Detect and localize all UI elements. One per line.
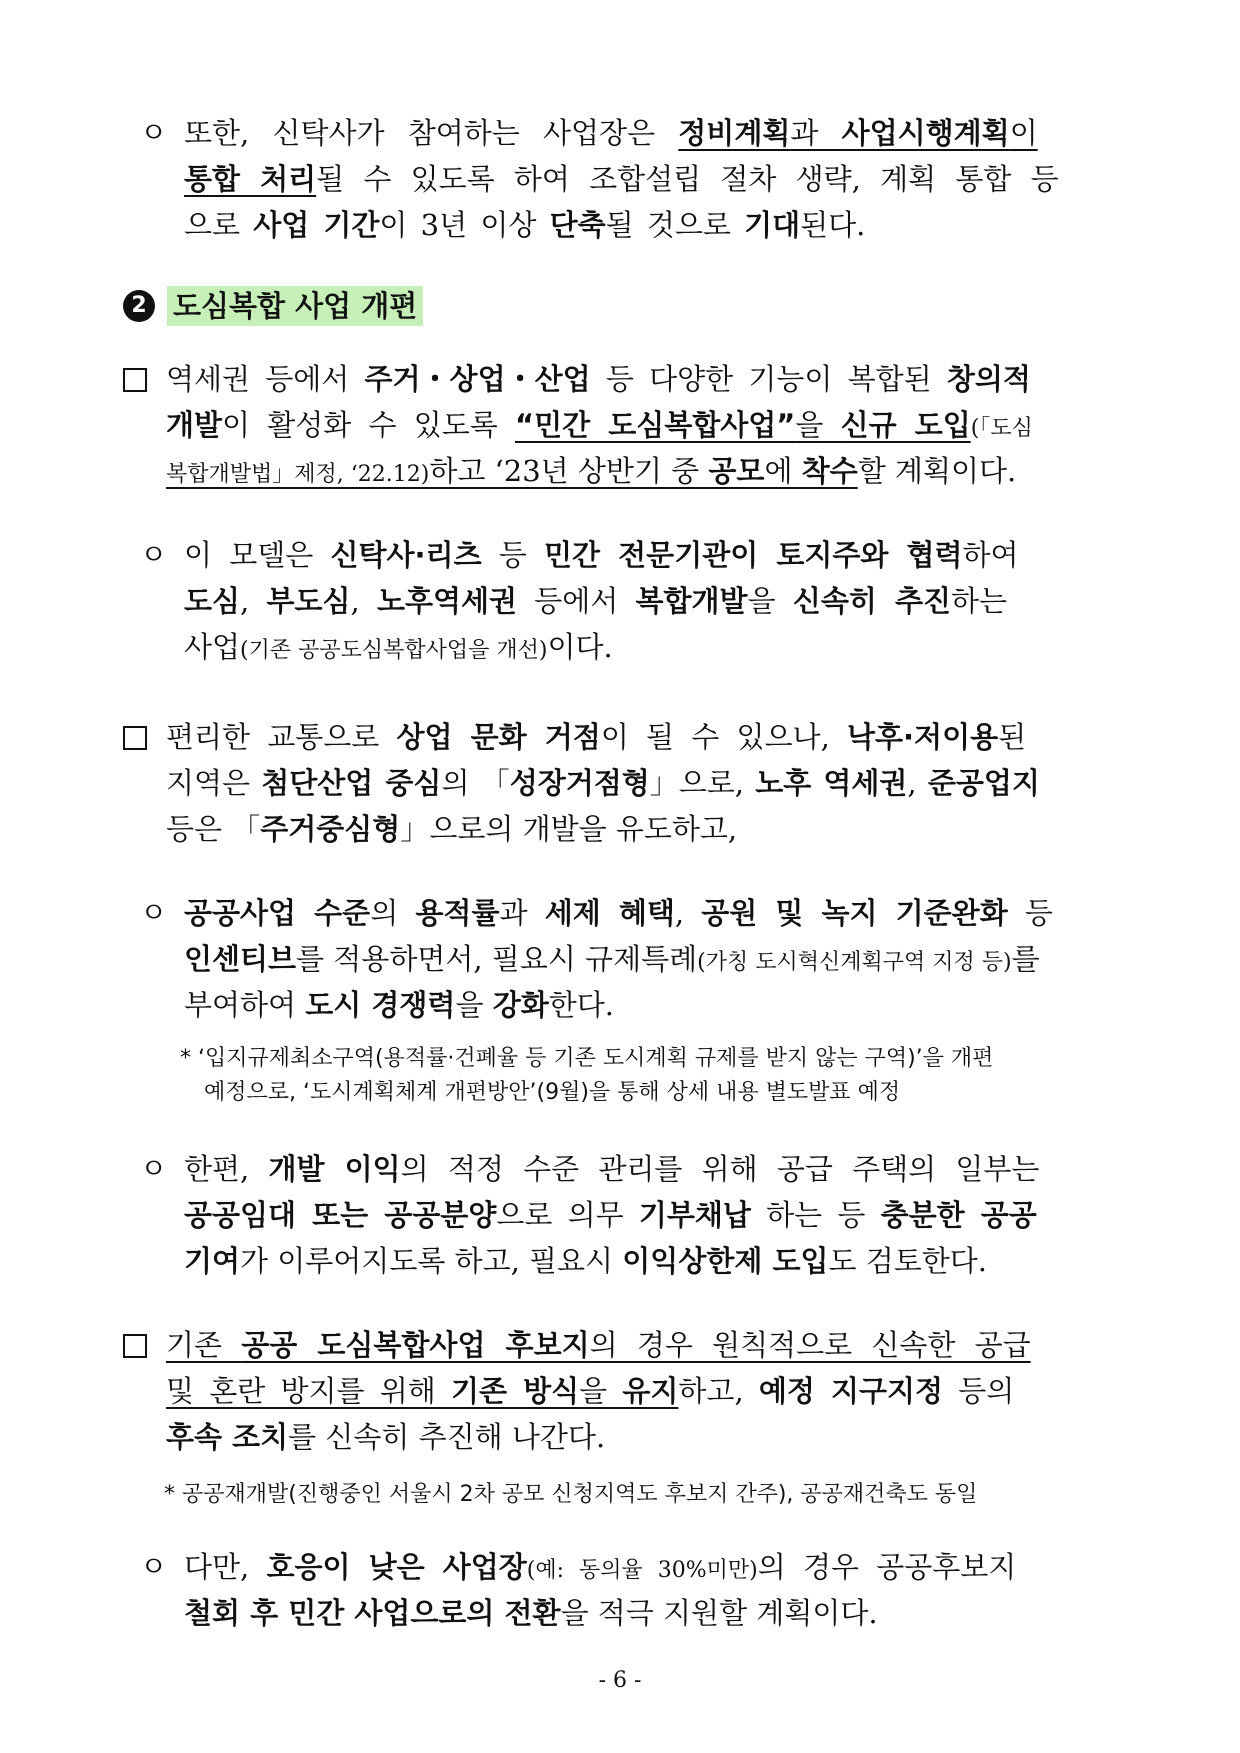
text-line: 복합개발법」제정, ‘22.12)하고 ‘23년 상반기 중 공모에 착수할 계획이다. xyxy=(166,454,1017,488)
text-line: 부여하여 도시 경쟁력을 강화한다. xyxy=(184,988,614,1022)
circle-marker: ㅇ xyxy=(140,896,168,929)
text-line: 다만, 호응이 낮은 사업장(예: 동의율 30%미만)의 경우 공공후보지 xyxy=(184,1550,1017,1584)
section-title: 도심복합 사업 개편 xyxy=(167,286,423,326)
checkbox-square-icon xyxy=(123,1334,147,1358)
text-line: 지역은 첨단산업 중심의 「성장거점형」으로, 노후 역세권, 준공업지 xyxy=(166,766,1040,800)
text-line: 사업(기존 공공도심복합사업을 개선)이다. xyxy=(184,630,613,664)
text-line: 철회 후 민간 사업으로의 전환을 적극 지원할 계획이다. xyxy=(184,1596,878,1630)
text-line: 등은 「주거중심형」으로의 개발을 유도하고, xyxy=(166,812,738,846)
note-line: 예정으로, ‘도시계획체계 개편방안’(9월)을 통해 상세 내용 별도발표 예정 xyxy=(204,1080,901,1105)
text-line: 개발이 활성화 수 있도록 “민간 도심복합사업”을 신규 도입(「도심 xyxy=(166,408,1033,442)
checkbox-square-icon xyxy=(123,368,147,392)
text-line: 한편, 개발 이익의 적정 수준 관리를 위해 공급 주택의 일부는 xyxy=(184,1152,1040,1186)
page-number: - 6 - xyxy=(598,1668,642,1693)
text-line: 이 모델은 신탁사·리츠 등 민간 전문기관이 토지주와 협력하여 xyxy=(184,538,1019,572)
text-line: 공공임대 또는 공공분양으로 의무 기부채납 하는 등 충분한 공공 xyxy=(184,1198,1037,1232)
circle-marker: ㅇ xyxy=(140,1550,168,1583)
note-line: * 공공재개발(진행중인 서울시 2차 공모 신청지역도 후보지 간주), 공공재건축도 동일 xyxy=(164,1482,978,1507)
text-line: 기여가 이루어지도록 하고, 필요시 이익상한제 도입도 검토한다. xyxy=(184,1244,988,1278)
section-number-badge: 2 xyxy=(123,290,155,322)
text-line: 역세권 등에서 주거・상업・산업 등 다양한 기능이 복합된 창의적 xyxy=(166,362,1031,396)
text-line: 도심, 부도심, 노후역세권 등에서 복합개발을 신속히 추진하는 xyxy=(184,584,1008,618)
text-line: 및 혼란 방지를 위해 기존 방식을 유지하고, 예정 지구지정 등의 xyxy=(166,1374,1015,1408)
note-line: * ‘입지규제최소구역(용적률·건폐율 등 기존 도시계획 규제를 받지 않는 구역)’을 개편 xyxy=(180,1046,994,1071)
circle-marker: ㅇ xyxy=(140,538,168,571)
text-line: 공공사업 수준의 용적률과 세제 혜택, 공원 및 녹지 기준완화 등 xyxy=(184,896,1053,930)
circle-marker: ㅇ xyxy=(140,1152,168,1185)
text-line: 으로 사업 기간이 3년 이상 단축될 것으로 기대된다. xyxy=(184,208,866,242)
text-line: 인센티브를 적용하면서, 필요시 규제특례(가칭 도시혁신계획구역 지정 등)를 xyxy=(184,942,1040,976)
circle-marker: ㅇ xyxy=(140,116,168,149)
text-line: 기존 공공 도심복합사업 후보지의 경우 원칙적으로 신속한 공급 xyxy=(166,1328,1031,1362)
checkbox-square-icon xyxy=(123,726,147,750)
text-line: 편리한 교통으로 상업 문화 거점이 될 수 있으나, 낙후·저이용된 xyxy=(166,720,1027,754)
text-line: 후속 조치를 신속히 추진해 나간다. xyxy=(166,1420,606,1454)
text-line: 통합 처리될 수 있도록 하여 조합설립 절차 생략, 계획 통합 등 xyxy=(184,162,1059,196)
text-line: 또한, 신탁사가 참여하는 사업장은 정비계획과 사업시행계획이 xyxy=(184,116,1038,150)
